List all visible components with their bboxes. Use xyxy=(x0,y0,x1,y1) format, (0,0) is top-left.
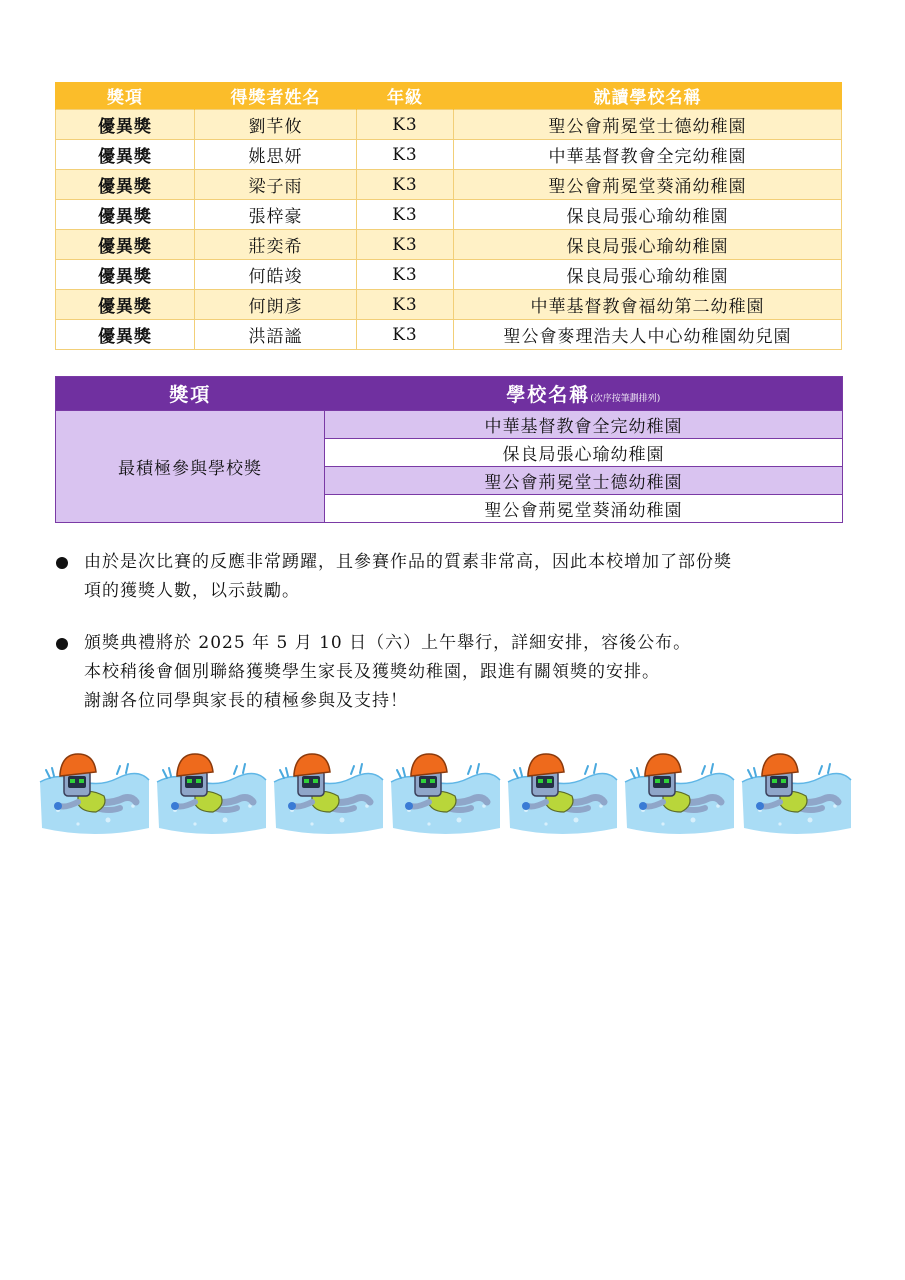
swimmer-icon xyxy=(389,748,502,836)
note-line: 頒獎典禮將於 2025 年 5 月 10 日（六）上午舉行，詳細安排，容後公布。 xyxy=(84,633,692,653)
note-line: 本校稍後會個別聯絡獲獎學生家長及獲獎幼稚園，跟進有關領獎的安排。 xyxy=(84,662,660,682)
note-line: 項的獲獎人數，以示鼓勵。 xyxy=(84,581,300,601)
swimmer-icon xyxy=(155,748,268,836)
name-cell: 劉芊攸 xyxy=(195,110,357,140)
grade-cell: K3 xyxy=(357,110,454,140)
header-school-label: 學校名稱 xyxy=(506,384,591,406)
swimmer-icon xyxy=(272,748,385,836)
award-winners-table xyxy=(55,82,842,350)
school-cell: 保良局張心瑜幼稚園 xyxy=(325,439,843,467)
swimmer-icon xyxy=(740,748,853,836)
note-line: 謝謝各位同學與家長的積極參與及支持！ xyxy=(84,691,408,711)
award-cell: 優異獎 xyxy=(56,140,195,170)
note-ceremony xyxy=(56,629,856,716)
school-cell: 聖公會麥理浩夫人中心幼稚園幼兒園 xyxy=(454,320,842,350)
name-cell: 洪語謐 xyxy=(195,320,357,350)
swimmer-decoration-strip xyxy=(38,748,856,836)
grade-cell: K3 xyxy=(357,260,454,290)
award-cell: 優異獎 xyxy=(56,200,195,230)
school-cell: 中華基督教會福幼第二幼稚園 xyxy=(454,290,842,320)
participation-award-table xyxy=(55,376,843,523)
table-row xyxy=(56,170,842,200)
name-cell: 莊奕希 xyxy=(195,230,357,260)
bullet-icon xyxy=(56,638,68,650)
school-cell: 保良局張心瑜幼稚園 xyxy=(454,230,842,260)
header-award: 獎項 xyxy=(56,82,195,110)
header-school-name: 就讀學校名稱 xyxy=(454,82,842,110)
table-row xyxy=(56,230,842,260)
header-order-note: (次序按筆劃排列) xyxy=(590,394,661,404)
award-cell: 優異獎 xyxy=(56,110,195,140)
name-cell: 張梓豪 xyxy=(195,200,357,230)
school-cell: 中華基督教會全完幼稚園 xyxy=(325,411,843,439)
school-cell: 中華基督教會全完幼稚園 xyxy=(454,140,842,170)
header-grade: 年級 xyxy=(357,82,454,110)
name-cell: 梁子雨 xyxy=(195,170,357,200)
grade-cell: K3 xyxy=(357,290,454,320)
swimmer-icon xyxy=(623,748,736,836)
table-row xyxy=(56,260,842,290)
award-label-cell: 最積極參與學校獎 xyxy=(56,411,325,523)
school-cell: 聖公會荊冕堂葵涌幼稚園 xyxy=(454,170,842,200)
header-school xyxy=(325,377,843,411)
swimmer-icon xyxy=(38,748,151,836)
table-row xyxy=(56,320,842,350)
school-cell: 保良局張心瑜幼稚園 xyxy=(454,200,842,230)
header-winner-name: 得獎者姓名 xyxy=(195,82,357,110)
school-cell: 聖公會荊冕堂士德幼稚園 xyxy=(325,467,843,495)
swimmer-icon xyxy=(506,748,619,836)
award-cell: 優異獎 xyxy=(56,260,195,290)
award-cell: 優異獎 xyxy=(56,230,195,260)
name-cell: 何皓竣 xyxy=(195,260,357,290)
table-row xyxy=(56,290,842,320)
participation-table-header xyxy=(56,377,843,411)
school-cell: 聖公會荊冕堂士德幼稚園 xyxy=(454,110,842,140)
school-cell: 聖公會荊冕堂葵涌幼稚園 xyxy=(325,495,843,523)
grade-cell: K3 xyxy=(357,230,454,260)
table-row xyxy=(56,110,842,140)
note-increased-winners xyxy=(56,548,856,606)
award-cell: 優異獎 xyxy=(56,170,195,200)
grade-cell: K3 xyxy=(357,170,454,200)
name-cell: 何朗彥 xyxy=(195,290,357,320)
bullet-icon xyxy=(56,557,68,569)
header-award: 獎項 xyxy=(56,377,325,411)
school-cell: 保良局張心瑜幼稚園 xyxy=(454,260,842,290)
award-cell: 優異獎 xyxy=(56,320,195,350)
table-row xyxy=(56,200,842,230)
grade-cell: K3 xyxy=(357,140,454,170)
award-table-header xyxy=(56,82,842,110)
award-cell: 優異獎 xyxy=(56,290,195,320)
grade-cell: K3 xyxy=(357,200,454,230)
name-cell: 姚思妍 xyxy=(195,140,357,170)
grade-cell: K3 xyxy=(357,320,454,350)
table-row xyxy=(56,411,843,439)
table-row xyxy=(56,140,842,170)
note-line: 由於是次比賽的反應非常踴躍，且參賽作品的質素非常高，因此本校增加了部份獎 xyxy=(84,552,732,572)
